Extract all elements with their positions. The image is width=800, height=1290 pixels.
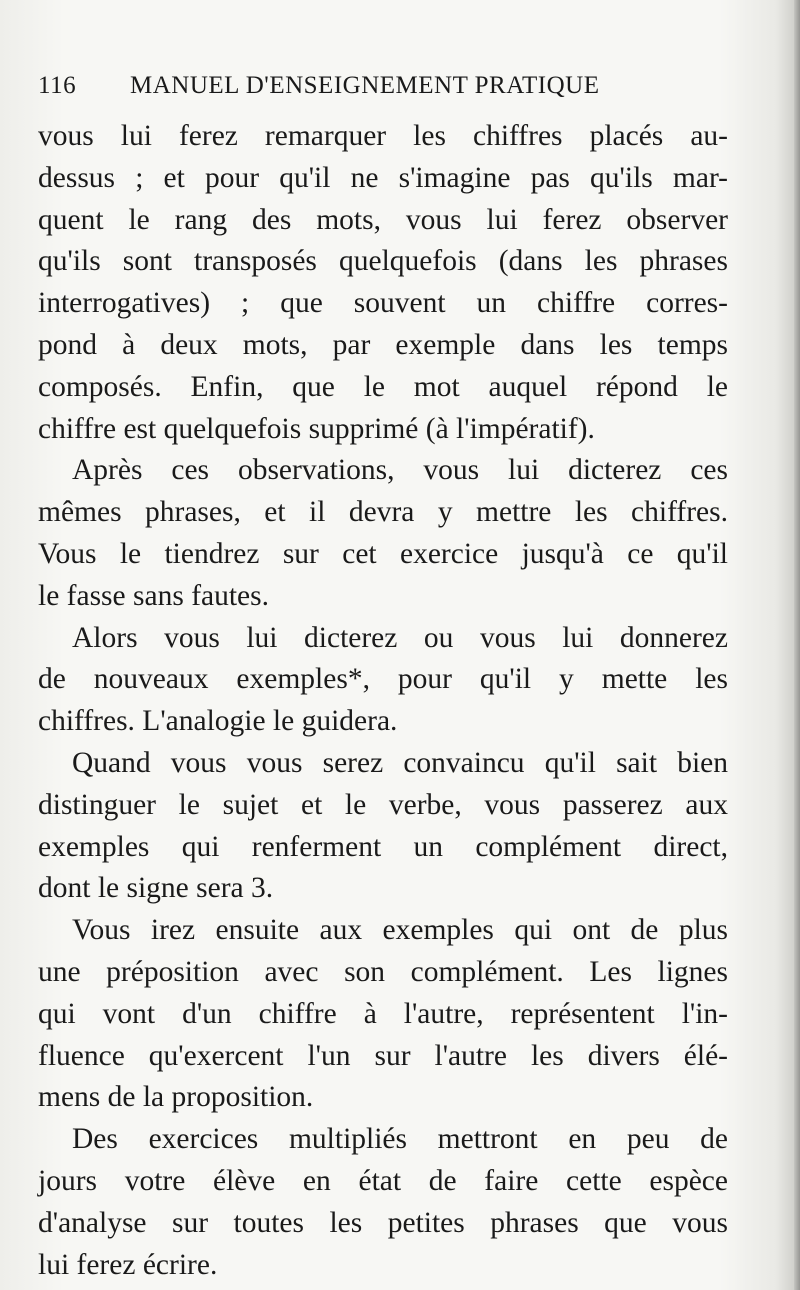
text-line: chiffre est quelquefois supprimé (à l'impératif). [38, 412, 595, 445]
text-line: dont le signe sera 3. [38, 872, 274, 905]
text-line: Vous le tiendrez sur cet exercice jusqu'à ce qu'il [38, 537, 728, 570]
paragraph-5 [38, 910, 728, 1119]
text-line: distinguer le sujet et le verbe, vous passerez aux [38, 788, 728, 821]
text-line: Quand vous vous serez convaincu qu'il sait bien [72, 746, 728, 779]
text-line: une préposition avec son complément. Les lignes [38, 955, 728, 988]
text-line: fluence qu'exercent l'un sur l'autre les divers élé- [38, 1039, 728, 1072]
text-line: mêmes phrases, et il devra y mettre les chiffres. [38, 496, 728, 529]
text-line: Après ces observations, vous lui dicterez ces [72, 454, 728, 487]
page-number: 116 [38, 72, 77, 99]
text-line: qu'ils sont transposés quelquefois (dans les phrases [38, 245, 728, 278]
text-line: qui vont d'un chiffre à l'autre, représentent l'in- [38, 997, 728, 1030]
text-line: vous lui ferez remarquer les chiffres placés au- [38, 120, 728, 152]
text-line: chiffres. L'analogie le guidera. [38, 705, 398, 738]
text-line: Des exercices multipliés mettront en peu de [72, 1123, 728, 1156]
paragraph-6 [38, 1119, 728, 1286]
text-line: interrogatives) ; que souvent un chiffre corres- [38, 287, 728, 320]
running-title: MANUEL D'ENSEIGNEMENT PRATIQUE [130, 72, 600, 99]
paragraph-1 [38, 116, 728, 450]
text-line: de nouveaux exemples*, pour qu'il y mette les [38, 663, 728, 696]
text-line: mens de la proposition. [38, 1081, 314, 1114]
text-line: Alors vous lui dicterez ou vous lui donnerez [72, 621, 728, 654]
text-line: jours votre élève en état de faire cette espèce [38, 1164, 728, 1197]
body-text [38, 116, 728, 1286]
text-line: quent le rang des mots, vous lui ferez observer [38, 203, 728, 236]
text-line: d'analyse sur toutes les petites phrases que vous [38, 1206, 728, 1239]
text-line: dessus ; et pour qu'il ne s'imagine pas qu'ils mar- [38, 161, 728, 194]
text-line: lui ferez écrire. [38, 1248, 218, 1281]
paragraph-4 [38, 743, 728, 910]
text-line: pond à deux mots, par exemple dans les temps [38, 328, 728, 361]
page-edge-shadow [794, 0, 800, 1290]
paragraph-2 [38, 450, 728, 617]
text-line: composés. Enfin, que le mot auquel répond le [38, 370, 728, 403]
page-header [38, 72, 638, 108]
text-line: le fasse sans fautes. [38, 579, 270, 612]
text-line: exemples qui renferment un complément direct, [38, 830, 728, 863]
text-line: Vous irez ensuite aux exemples qui ont de plus [72, 914, 728, 947]
paragraph-3 [38, 618, 728, 743]
